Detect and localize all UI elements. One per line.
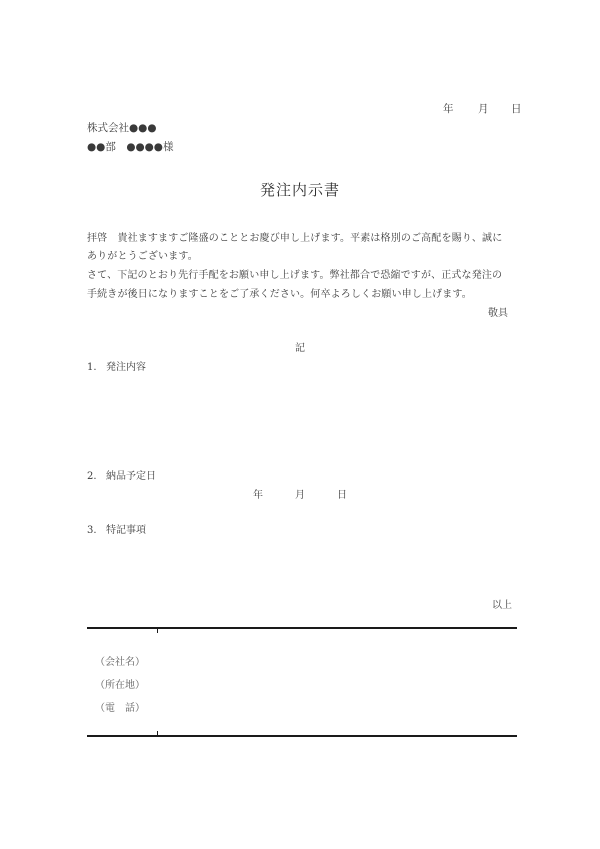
body-line-4: 手続きが後日になりますことをご了承ください。何卒よろしくお願い申し上げます。 bbox=[87, 289, 472, 300]
delivery-date-year: 年 bbox=[253, 490, 263, 501]
issue-date bbox=[443, 101, 522, 116]
body-line-3: さて、下記のとおり先行手配をお願い申し上げます。弊社都合で恐縮ですが、正式な発注の bbox=[87, 270, 503, 281]
sender-address: （所在地） bbox=[95, 680, 145, 691]
issue-date-day: 日 bbox=[511, 103, 522, 115]
section-order-content bbox=[87, 358, 146, 373]
delivery-date-day: 日 bbox=[337, 490, 347, 501]
section-number: 2. bbox=[87, 471, 97, 482]
section-number: 1. bbox=[87, 362, 97, 373]
sender-company: （会社名） bbox=[95, 657, 145, 668]
body-line-2: ありがとうございます。 bbox=[87, 251, 198, 262]
recipient-company: 株式会社●●● bbox=[87, 122, 157, 134]
body-line-1: 拝啓 貴社ますますご隆盛のこととお慶び申し上げます。平素は格別のご高配を賜り、誠に bbox=[87, 233, 503, 244]
recipient-dept: ●●部 ●●●●様 bbox=[87, 141, 174, 153]
sender-phone: （電 話） bbox=[95, 703, 145, 714]
issue-date-month: 月 bbox=[478, 103, 489, 115]
sender-top-tick bbox=[157, 629, 158, 633]
section-special-notes bbox=[87, 521, 146, 536]
delivery-date bbox=[253, 486, 347, 501]
delivery-date-month: 月 bbox=[295, 490, 305, 501]
issue-date-year: 年 bbox=[443, 103, 454, 115]
end-mark: 以上 bbox=[492, 600, 512, 611]
ki-heading: 記 bbox=[295, 343, 305, 354]
section-number: 3. bbox=[87, 525, 97, 536]
section-label: 特記事項 bbox=[106, 525, 146, 536]
closing-keigu: 敬具 bbox=[488, 308, 508, 319]
sender-bottom-rule bbox=[87, 735, 517, 737]
section-delivery-date bbox=[87, 467, 156, 482]
section-label: 納品予定日 bbox=[106, 471, 156, 482]
section-label: 発注内容 bbox=[106, 362, 146, 373]
sender-top-rule bbox=[87, 627, 517, 629]
document-title: 発注内示書 bbox=[259, 181, 340, 199]
